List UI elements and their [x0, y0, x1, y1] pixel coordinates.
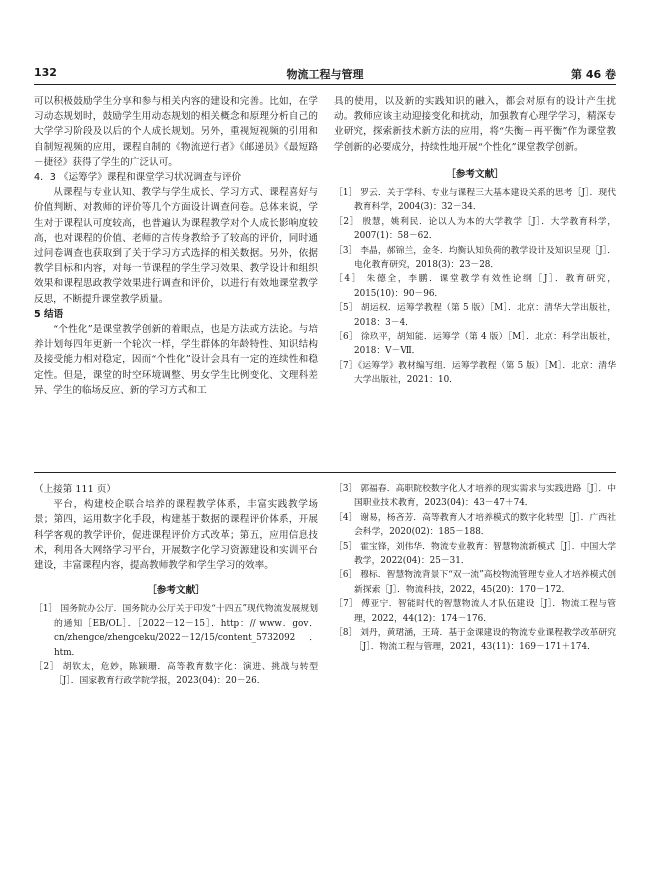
reference-list	[34, 602, 318, 688]
paragraph: 平台，构建校企联合培养的课程教学体系，丰富实践教学场景；第四，运用数字化手段，构建基于数据的课程评价体系，开展科学客观的教学评价，促进课程评价方式改革；第五，应用信息技术，利用各大网络学习平台，开展数字化学习资源建设和实训平台建设，丰富课程内容，提高教师教学和学生学习的效率。	[34, 499, 318, 572]
volume-label: 第 46 卷	[571, 68, 616, 81]
bottom-left-column	[34, 482, 318, 689]
reference-item: ［6］ 徐玖平，胡知能．运筹学（第 4 版）［M］．北京：科学出版社，2018：Ⅴ－Ⅶ．	[334, 332, 616, 357]
references-title: ［参考文献］	[446, 168, 504, 180]
reference-item: ［1］ 国务院办公厅．国务院办公厅关于印发“十四五”现代物流发展规划的通知［EB/OL］．［2022－12－15］．http：// www．gov．cn/zhengce/zhengceku/2022－12/15/content_5732092．htm．	[34, 604, 318, 658]
reference-item: ［4］ 朱德全，李鹏．课堂教学有效性论纲［J］．教育研究，2015(10)：90－96．	[334, 274, 616, 299]
reference-item: ［4］ 谢易，杨吝芳．高等教育人才培养模式的数字化转型［J］．广西社会科学，2020(02)：185－188．	[334, 512, 616, 538]
paragraph: “个性化”是课堂教学创新的着眼点，也是方法或方法论。与培养计划每四年更新一个轮次一样，学生群体的年龄特性、知识结构及接受能力相对稳定，因而“个性化”设计会具有一定的连续性和稳定性。但是，课堂的时空环境调整、男女学生比例变化、文理科差异、学生的临场反应、新的学习方式和工	[34, 324, 318, 396]
bottom-right-column	[334, 482, 616, 655]
reference-list	[334, 186, 616, 388]
reference-item: ［2］ 殷慧，姚利民．论以人为本的大学教学［J］．大学教育科学，2007(1)：58－62．	[334, 216, 616, 242]
reference-item: ［2］ 胡钦太，危妙，陈颖珊．高等教育数字化：演进、挑战与转型［J］．国家教育行政学院学报，2023(04)：20－26．	[34, 662, 318, 687]
reference-list	[334, 482, 616, 655]
reference-item: ［5］ 霍宝锋，刘伟华．物流专业教育：智慧物流新模式［J］．中国大学教学，2022(04)：25－31．	[334, 541, 616, 567]
section-heading: 5 结语	[34, 308, 64, 320]
reference-item: ［7］《运筹学》教材编写组．运筹学教程（第 5 版）［M］．北京：清华大学出版社，2021：10．	[334, 360, 616, 386]
references-title: ［参考文献］	[147, 585, 205, 597]
continued-note: （上接第 111 页）	[34, 484, 116, 495]
paragraph: 可以积极鼓励学生分享和参与相关内容的建设和完善。比如，在学习动态规划时，鼓励学生用动态规划的相关概念和原理分析自己的大学学习阶段及以后的个人成长规划。另外，重视短视频的引用和自制短视频的应用，课程自制的《物流逆行者》《邮递员》《最短路－捷径》获得了学生的广泛认可。	[34, 96, 318, 168]
reference-item: ［3］ 李晶，郝锦兰，金冬．均衡认知负荷的教学设计及知识呈现［J］．电化教育研究，2018(3)：23－28．	[334, 245, 616, 271]
paragraph: 具的使用，以及新的实践知识的融入，都会对原有的设计产生扰动。教师应该主动迎接变化和扰动，加强教育心理学学习，精深专业研究，探索新技术新方法的应用，将“失衡－再平衡”作为课堂教学创新的必要成分，持续性地开展“个性化”课堂教学创新。	[334, 96, 616, 153]
article-separator	[34, 472, 616, 473]
reference-item: ［7］ 傅亚宁．智能时代的智慧物流人才队伍建设［J］．物流工程与管理，2022，44(12)：174－176．	[334, 599, 616, 624]
reference-item: ［6］ 穆标．智慧物流背景下“双一流”高校物流管理专业人才培养模式创新探索［J］．物流科技，2022，45(20)：170－172．	[334, 570, 616, 595]
page-number: 132	[34, 66, 57, 79]
paragraph: 从课程与专业认知、教学与学生成长、学习方式、课程喜好与价值判断、对教师的评价等几个方面设计调查问卷。总体来说，学生对于课程认可度较高，也普遍认为课程教学对个人成长影响度较高，也对课程的价值、老师的言传身教给予了较高的评价，同时通过问卷调查也获取到了关于学习方式选择的相关数据。另外，依据教学目标和内容，对每一节课程的学生学习效果、教学设计和组织效果和课程思政教学效果进行调查和评价，以进行有效地课堂教学反思，不断提升课堂教学质量。	[34, 187, 318, 305]
top-right-column	[334, 94, 616, 388]
top-left-column	[34, 94, 318, 398]
reference-item: ［3］ 郭福春．高职院校数字化人才培养的现实需求与实践进路［J］．中国职业技术教育，2023(04)：43－47＋74．	[334, 484, 616, 509]
journal-title: 物流工程与管理	[286, 68, 364, 81]
reference-item: ［5］ 胡运权．运筹学教程（第 5 版）［M］．北京：清华大学出版社，2018：3－4．	[334, 303, 616, 328]
subsection-heading: 4．3 《运筹学》课程和课堂学习状况调查与评价	[34, 172, 242, 184]
header-rule	[34, 84, 616, 85]
running-header	[34, 66, 616, 82]
reference-item: ［8］ 刘丹，黄珺涵，王琦．基于金课建设的物流专业课程教学改革研究［J］．物流工程与管理，2021，43(11)：169－171＋174．	[334, 628, 616, 653]
reference-item: ［1］ 罗云．关于学科、专业与课程三大基本建设关系的思考［J］．现代教育科学，2004(3)：32－34．	[334, 188, 616, 213]
